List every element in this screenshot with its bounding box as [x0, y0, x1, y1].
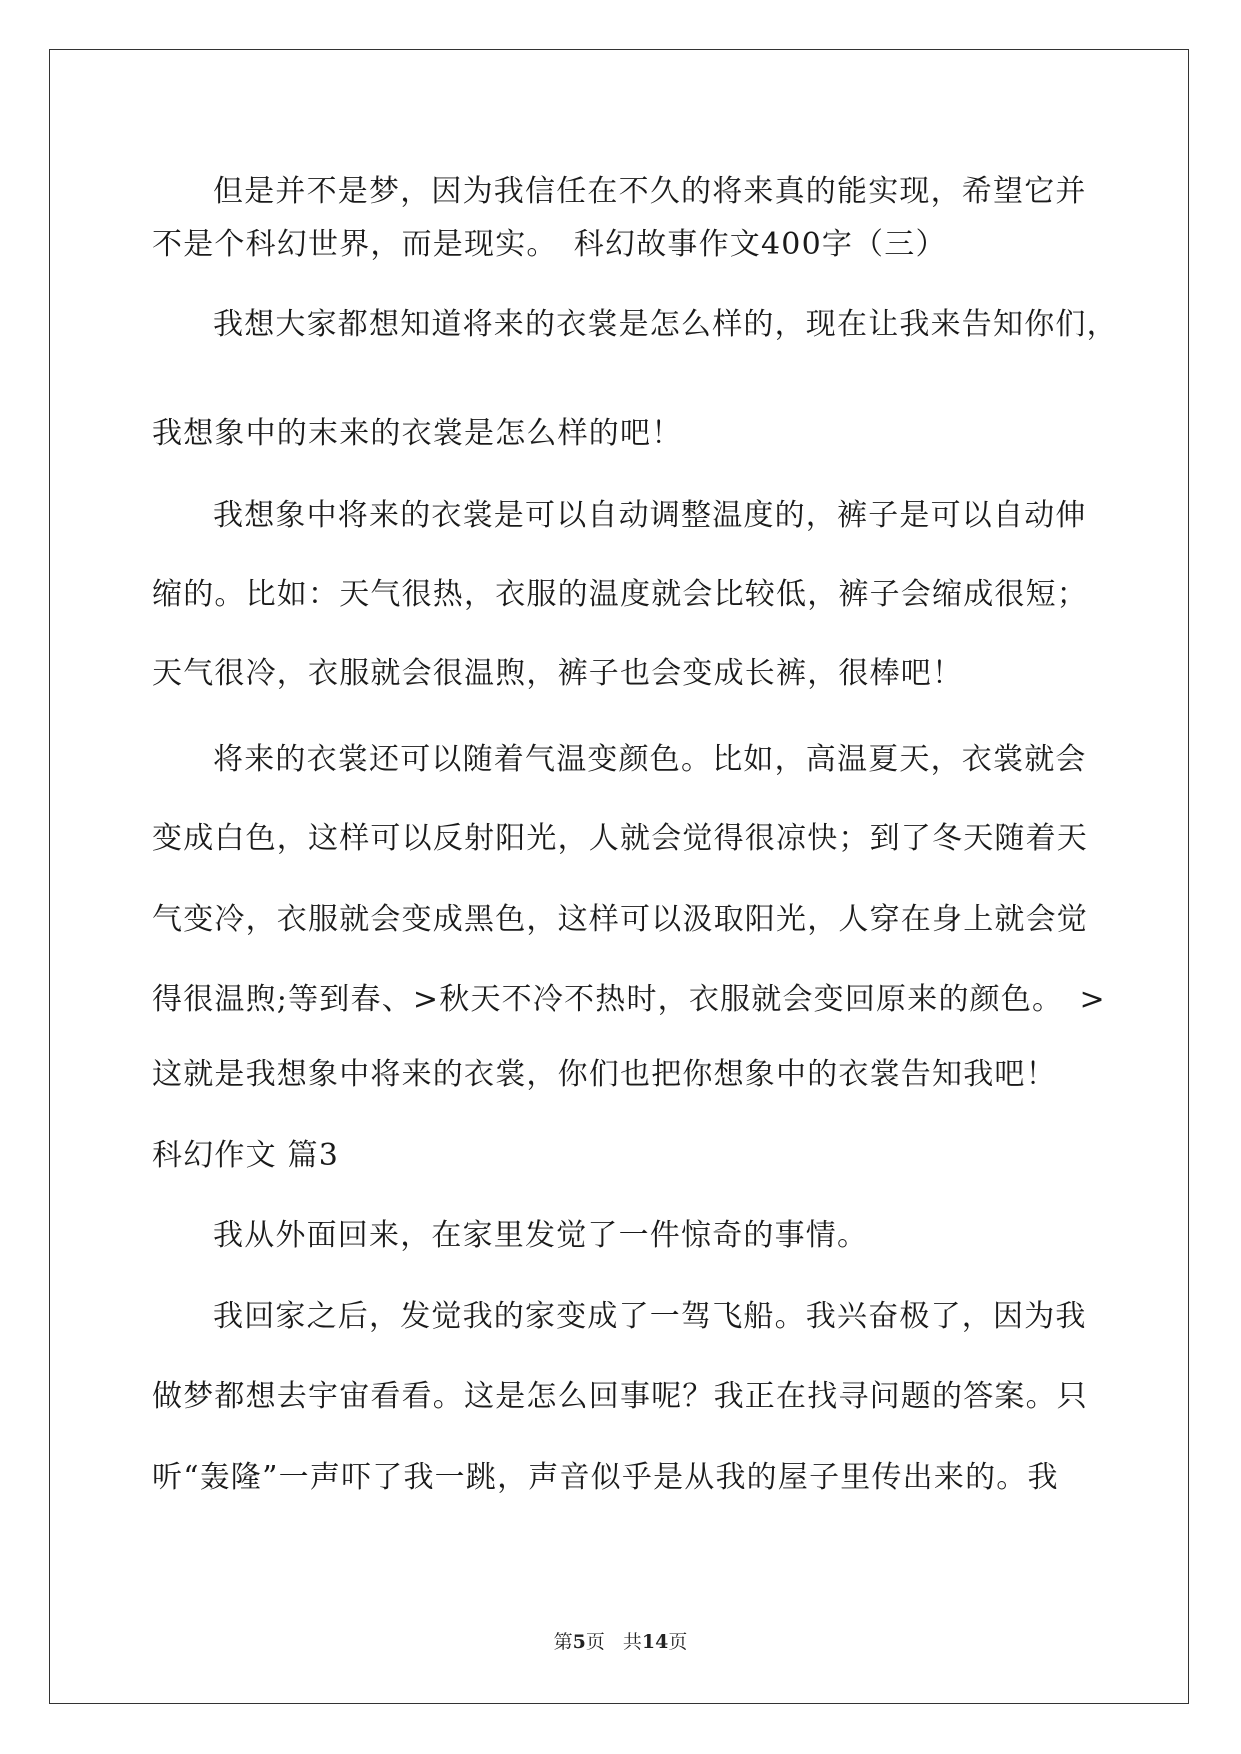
paragraph-line: 听“轰隆”一声吓了我一跳，声音似乎是从我的屋子里传出来的。我	[152, 1460, 1059, 1495]
paragraph-line: 我想大家都想知道将来的衣裳是怎么样的，现在让我来告知你们，	[213, 307, 1118, 342]
paragraph-line: 得很温煦;等到春、>秋天不冷不热时，衣服就会变回原来的颜色。 >	[152, 982, 1106, 1017]
page-total: 14	[641, 1631, 669, 1653]
paragraph-line: 缩的。比如：天气很热，衣服的温度就会比较低，裤子会缩成很短；	[152, 577, 1088, 612]
paragraph-line: 我从外面回来，在家里发觉了一件惊奇的事情。	[213, 1218, 869, 1253]
paragraph-line: 做梦都想去宇宙看看。这是怎么回事呢？我正在找寻问题的答案。只	[152, 1379, 1088, 1414]
paragraph-line: 天气很冷，衣服就会很温煦，裤子也会变成长裤，很棒吧！	[152, 656, 964, 691]
page-current: 5	[572, 1631, 586, 1653]
paragraph-line: 我想象中将来的衣裳是可以自动调整温度的，裤子是可以自动伸	[213, 498, 1087, 533]
paragraph-line: 这就是我想象中将来的衣裳，你们也把你想象中的衣裳告知我吧！	[152, 1057, 1057, 1092]
paragraph-line: 将来的衣裳还可以随着气温变颜色。比如，高温夏天，衣裳就会	[213, 742, 1087, 777]
page-border	[49, 49, 1189, 1704]
total-suffix: 页	[668, 1631, 688, 1653]
page-footer	[0, 1630, 1241, 1654]
paragraph-line: 但是并不是梦，因为我信任在不久的将来真的能实现，希望它并	[213, 174, 1087, 209]
section-heading: 科幻作文 篇3	[152, 1138, 340, 1173]
page-prefix: 第	[553, 1631, 573, 1653]
paragraph-line: 气变冷，衣服就会变成黑色，这样可以汲取阳光，人穿在身上就会觉	[152, 902, 1088, 937]
paragraph-line: 我回家之后，发觉我的家变成了一驾飞船。我兴奋极了，因为我	[213, 1299, 1087, 1334]
page-suffix: 页	[585, 1631, 605, 1653]
paragraph-line: 我想象中的末来的衣裳是怎么样的吧！	[152, 416, 683, 451]
total-prefix: 共	[622, 1631, 642, 1653]
paragraph-line: 变成白色，这样可以反射阳光，人就会觉得很凉快；到了冬天随着天	[152, 821, 1088, 856]
paragraph-line: 不是个科幻世界，而是现实。 科幻故事作文400字（三）	[152, 227, 947, 262]
